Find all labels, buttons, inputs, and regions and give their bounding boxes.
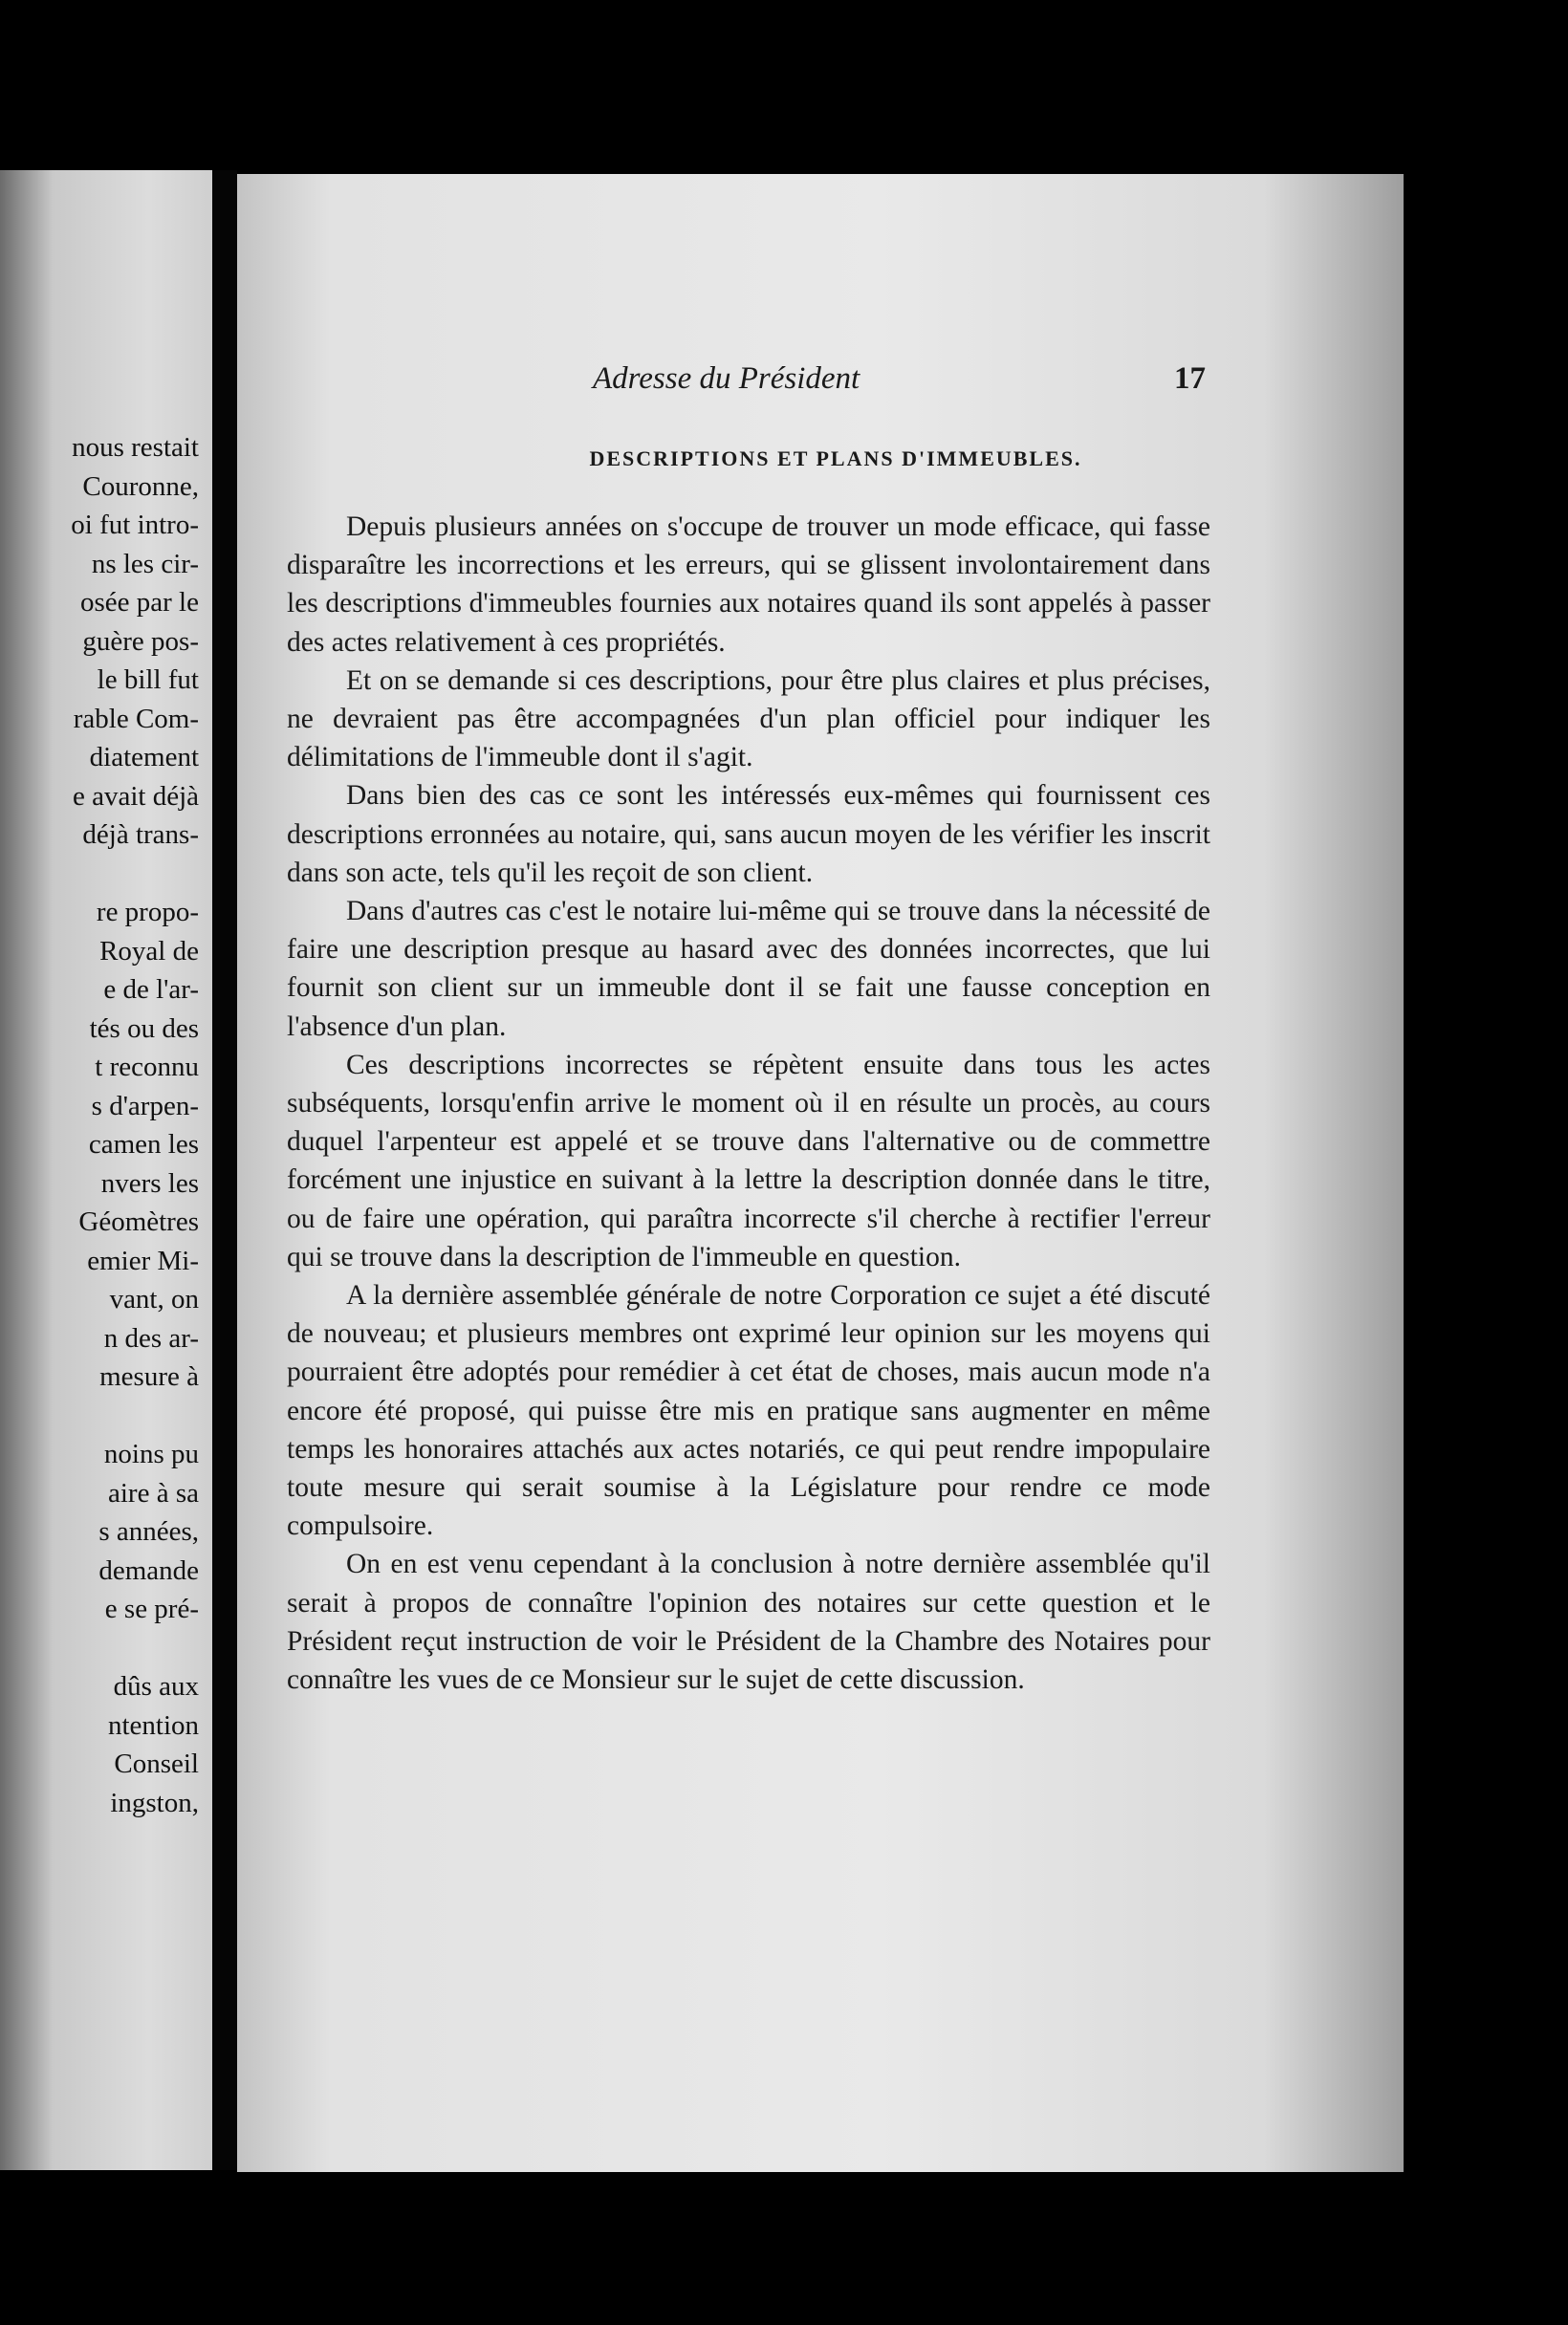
previous-page-line: ns les cir-	[91, 548, 199, 579]
previous-page-line: re propo-	[96, 897, 199, 927]
book-gutter	[212, 170, 237, 2170]
previous-page-line: osée par le	[80, 587, 199, 618]
previous-page-line: Couronne,	[82, 470, 199, 502]
previous-page-line: oi fut intro-	[71, 510, 199, 540]
previous-page-line	[71, 1397, 199, 1436]
previous-page-line	[71, 1629, 199, 1668]
previous-page-line: le bill fut	[97, 664, 199, 695]
previous-page-line: dûs aux	[113, 1671, 199, 1702]
previous-page-fragment	[0, 170, 212, 2170]
previous-page-line: tés ou des	[89, 1012, 199, 1044]
paragraph: Et on se demande si ces descriptions, pour être plus claires et plus précises, ne devraient pas être accompagnées d'un plan officiel pour indiquer les délimitations de l'immeuble dont il s'agit.	[287, 664, 1210, 773]
previous-page-line: noins pu	[103, 1439, 199, 1469]
previous-page-line: s années,	[98, 1516, 199, 1547]
previous-page-line: camen les	[88, 1129, 199, 1160]
page-header	[237, 361, 1404, 403]
paragraph: Dans bien des cas ce sont les intéressés eux-mêmes qui fournissent ces descriptions erronnées au notaire, qui, sans aucun moyen de les vérifier les inscrit dans son acte, tels qu'il les reçoit de son client.	[287, 780, 1210, 888]
previous-page-line: diatement	[89, 742, 199, 772]
previous-page-line: t reconnu	[95, 1052, 199, 1082]
previous-page-line: rable Com-	[73, 703, 199, 734]
previous-page-line: déjà trans-	[82, 819, 199, 850]
previous-page-line: e avait déjà	[72, 780, 199, 812]
previous-page-line: demande	[98, 1554, 199, 1586]
previous-page-line: guère pos-	[82, 625, 199, 657]
previous-page-text	[71, 428, 199, 1822]
previous-page-line: nvers les	[100, 1167, 199, 1199]
page-number: 17	[1174, 361, 1206, 396]
previous-page-line: emier Mi-	[87, 1245, 199, 1276]
previous-page-line	[71, 855, 199, 894]
previous-page-line: aire à sa	[108, 1477, 199, 1509]
previous-page-line: ntention	[107, 1709, 199, 1741]
paragraph: On en est venu cependant à la conclusion à notre dernière assemblée qu'il serait à propos de connaître l'opinion des notaires sur cette question et le Président reçut instruction de voir le Président de la Chambre des Notaires pour connaître les vues de ce Monsieur sur le sujet de cette discussion.	[287, 1549, 1210, 1696]
previous-page-line: n des ar-	[103, 1322, 199, 1354]
paragraph: Depuis plusieurs années on s'occupe de trouver un mode efficace, qui fasse disparaître les incorrections et les erreurs, qui se glissent involontairement dans les descriptions d'immeubles fournies aux notaires quand ils sont appelés à passer des actes relativement à ces propriétés.	[287, 511, 1210, 658]
previous-page-line: vant, on	[109, 1284, 199, 1315]
previous-page-line: Conseil	[114, 1749, 199, 1779]
previous-page-line: Royal de	[99, 935, 199, 967]
running-title: Adresse du Président	[593, 361, 860, 396]
paragraph: Dans d'autres cas c'est le notaire lui-même qui se trouve dans la nécessité de faire une description presque au hasard avec des données incorrectes, que lui fournit son client sur un immeuble dont il se fait une fausse conception en l'absence d'un plan.	[287, 896, 1210, 1042]
previous-page-line: e de l'ar-	[103, 974, 199, 1005]
body-text	[287, 508, 1210, 1699]
book-page	[237, 174, 1404, 2172]
paragraph: A la dernière assemblée générale de notre Corporation ce sujet a été discuté de nouveau; et plusieurs membres ont exprimé leur opinion sur les moyens qui pourraient être adoptés pour remédier à cet état de choses, mais aucun mode n'a encore été proposé, qui puisse être mis en pratique sans augmenter en même temps les honoraires attachés aux actes notariés, ce qui peut rendre impopulaire toute mesure qui serait soumise à la Législature pour rendre ce mode compulsoire.	[287, 1280, 1210, 1542]
previous-page-line: Géomètres	[78, 1206, 199, 1237]
previous-page-line: e se pré-	[104, 1594, 199, 1624]
previous-page-line: mesure à	[99, 1361, 199, 1392]
paragraph: Ces descriptions incorrectes se répètent ensuite dans tous les actes subséquents, lorsqu'enfin arrive le moment où il en résulte un procès, au cours duquel l'arpenteur est appelé et se trouve dans l'alternative ou de commettre forcément une injustice en suivant à la lettre la description donnée dans le titre, ou de faire une opération, qui paraîtra incorrecte s'il cherche à rectifier l'erreur qui se trouve dans la description de l'immeuble en question.	[287, 1049, 1210, 1272]
previous-page-line: ingston,	[110, 1787, 199, 1818]
previous-page-line: s d'arpen-	[91, 1090, 199, 1121]
previous-page-line: nous restait	[72, 432, 199, 463]
section-title: DESCRIPTIONS ET PLANS D'IMMEUBLES.	[589, 446, 1082, 470]
